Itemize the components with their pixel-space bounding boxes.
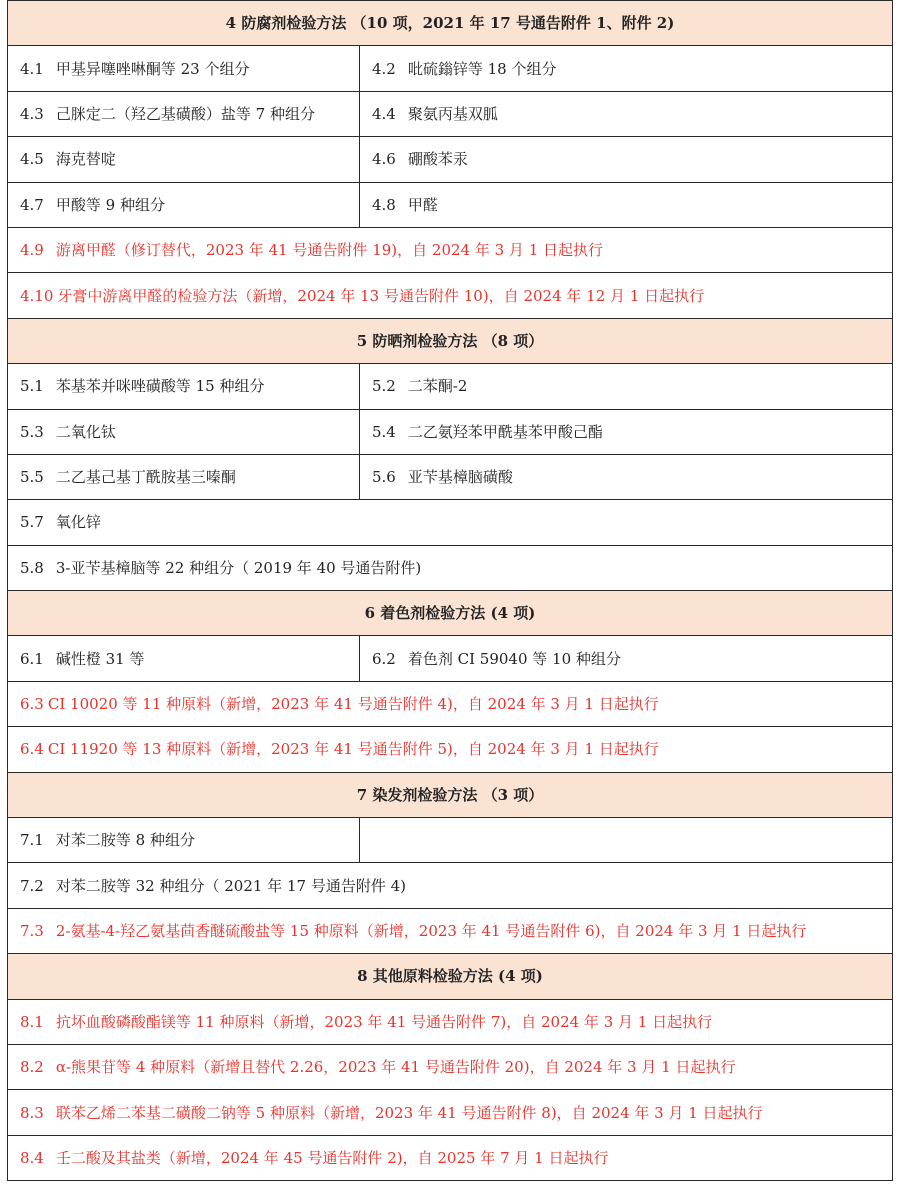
- table-cell-new-item: [8, 681, 893, 726]
- table-cell-new-item: [8, 1135, 893, 1180]
- item-text: 抗坏血酸磷酸酯镁等 11 种原料（新增，2023 年 41 号通告附件 7)，自 2024 年 3 月 1 日起执行: [55, 1012, 713, 1031]
- table-row: [8, 545, 893, 590]
- item-text: 二氧化钛: [55, 422, 116, 441]
- table-cell: [8, 182, 360, 227]
- table-cell: [8, 818, 360, 863]
- item-text: 吡硫鎓锌等 18 个组分: [407, 59, 557, 78]
- item-number: 4.7: [20, 195, 44, 214]
- item-number: 4.2: [372, 59, 396, 78]
- item-number: 5.5: [20, 468, 44, 487]
- section-title: 4 防腐剂检验方法 （10 项，2021 年 17 号通告附件 1、附件 2): [8, 1, 893, 46]
- table-cell-new-item: [8, 273, 893, 318]
- item-number: 6.2: [372, 649, 396, 668]
- item-number: 4.9: [20, 241, 44, 260]
- item-text: 对苯二胺等 8 种组分: [55, 831, 195, 850]
- table-cell: [8, 46, 360, 91]
- table-row: [8, 137, 893, 182]
- item-text: 游离甲醛（修订替代，2023 年 41 号通告附件 19)，自 2024 年 3 月 1 日起执行: [55, 241, 604, 260]
- item-number: 8.3: [20, 1103, 44, 1122]
- item-text: 对苯二胺等 32 种组分（ 2021 年 17 号通告附件 4): [55, 876, 406, 895]
- item-text: 2-氨基-4-羟乙氨基茴香醚硫酸盐等 15 种原料（新增，2023 年 41 号通告附件 6)，自 2024 年 3 月 1 日起执行: [55, 922, 807, 940]
- item-number: 5.6: [372, 468, 396, 487]
- item-text: 壬二酸及其盐类（新增，2024 年 45 号通告附件 2)，自 2025 年 7 月 1 日起执行: [55, 1148, 609, 1167]
- table-row: [8, 863, 893, 908]
- section-header-6: [8, 591, 893, 636]
- table-cell: [360, 364, 893, 409]
- item-number: 4.6: [372, 150, 396, 169]
- table-row: [8, 273, 893, 318]
- item-text: α-熊果苷等 4 种原料（新增且替代 2.26，2023 年 41 号通告附件 20)，自 2024 年 3 月 1 日起执行: [55, 1058, 736, 1077]
- table-cell-new-item: [8, 227, 893, 272]
- table-row: [8, 999, 893, 1044]
- table-row: [8, 182, 893, 227]
- section-header-5: [8, 318, 893, 363]
- section-title: 8 其他原料检验方法 (4 项): [8, 954, 893, 999]
- item-text: 二乙基己基丁酰胺基三嗪酮: [55, 468, 236, 487]
- item-text: 联苯乙烯二苯基二磺酸二钠等 5 种原料（新增，2023 年 41 号通告附件 8)，自 2024 年 3 月 1 日起执行: [55, 1103, 763, 1122]
- table-row: [8, 364, 893, 409]
- table-row: [8, 454, 893, 499]
- item-number: 8.1: [20, 1012, 44, 1031]
- item-text: CI 10020 等 11 种原料（新增，2023 年 41 号通告附件 4)，自 2024 年 3 月 1 日起执行: [47, 695, 659, 714]
- section-title: 5 防晒剂检验方法 （8 项）: [8, 318, 893, 363]
- table-cell: [360, 46, 893, 91]
- table-cell: [8, 137, 360, 182]
- item-text: CI 11920 等 13 种原料（新增，2023 年 41 号通告附件 5)，自 2024 年 3 月 1 日起执行: [47, 740, 659, 759]
- item-text: 着色剂 CI 59040 等 10 种组分: [407, 649, 621, 668]
- table-cell: [360, 636, 893, 681]
- table-row: [8, 500, 893, 545]
- item-number: 8.4: [20, 1148, 44, 1167]
- table-cell: [8, 863, 893, 908]
- table-row: [8, 409, 893, 454]
- table-row: [8, 91, 893, 136]
- table-row: [8, 46, 893, 91]
- table-cell: [360, 137, 893, 182]
- table-cell-new-item: [8, 727, 893, 772]
- table-cell: [360, 91, 893, 136]
- item-text: 甲基异噻唑啉酮等 23 个组分: [55, 59, 250, 78]
- section-header-8: [8, 954, 893, 999]
- test-methods-table: [7, 0, 893, 1181]
- table-cell-new-item: [8, 999, 893, 1044]
- table-cell: [8, 91, 360, 136]
- section-header-4: [8, 1, 893, 46]
- table-cell: [8, 409, 360, 454]
- item-number: 8.2: [20, 1058, 44, 1077]
- table-cell: [360, 409, 893, 454]
- item-number: 4.1: [20, 59, 44, 78]
- table-row: [8, 681, 893, 726]
- item-text: 聚氨丙基双胍: [407, 104, 498, 123]
- item-number: 7.3: [20, 922, 44, 940]
- item-number: 4.4: [372, 104, 396, 123]
- section-header-7: [8, 772, 893, 817]
- table-cell: [8, 545, 893, 590]
- item-text: 苯基苯并咪唑磺酸等 15 种组分: [55, 377, 265, 396]
- item-number: 5.1: [20, 377, 44, 396]
- item-number: 4.5: [20, 150, 44, 169]
- table-row: [8, 636, 893, 681]
- item-text: 亚苄基樟脑磺酸: [407, 468, 513, 487]
- item-text: 甲酸等 9 种组分: [55, 195, 165, 214]
- item-number: 7.2: [20, 876, 44, 895]
- table-row: [8, 1044, 893, 1089]
- item-number: 4.3: [20, 104, 44, 123]
- table-cell: [360, 454, 893, 499]
- item-text: 硼酸苯汞: [407, 150, 468, 169]
- table-row: [8, 1135, 893, 1180]
- item-number: 5.7: [20, 513, 44, 532]
- item-number: 6.1: [20, 649, 44, 668]
- item-number: 5.3: [20, 422, 44, 441]
- table-cell: [8, 364, 360, 409]
- item-text: 二苯酮-2: [407, 377, 468, 396]
- table-cell-new-item: [8, 1090, 893, 1135]
- item-text: 牙膏中游离甲醛的检验方法（新增，2024 年 13 号通告附件 10)，自 2024 年 12 月 1 日起执行: [57, 286, 705, 305]
- table-row: [8, 908, 893, 953]
- table-cell: [8, 636, 360, 681]
- item-number: 5.2: [372, 377, 396, 396]
- test-methods-table-container: [7, 0, 892, 1181]
- table-row: [8, 1090, 893, 1135]
- table-cell-new-item: [8, 908, 893, 953]
- table-row: [8, 727, 893, 772]
- item-number: 4.8: [372, 195, 396, 214]
- table-cell: [8, 454, 360, 499]
- item-text: 3-亚苄基樟脑等 22 种组分（ 2019 年 40 号通告附件): [55, 558, 422, 577]
- item-text: 碱性橙 31 等: [55, 649, 145, 668]
- table-cell-empty: [360, 818, 893, 863]
- table-cell: [360, 182, 893, 227]
- item-number: 5.8: [20, 558, 44, 577]
- item-text: 氧化锌: [55, 513, 101, 532]
- section-title: 7 染发剂检验方法 （3 项）: [8, 772, 893, 817]
- item-number: 5.4: [372, 422, 396, 441]
- table-row: [8, 227, 893, 272]
- item-text: 己脒定二（羟乙基磺酸）盐等 7 种组分: [55, 104, 315, 123]
- item-number: 7.1: [20, 831, 44, 850]
- table-cell-new-item: [8, 1044, 893, 1089]
- table-cell: [8, 500, 893, 545]
- section-title: 6 着色剂检验方法 (4 项): [8, 591, 893, 636]
- item-text: 甲醛: [407, 195, 438, 214]
- item-number: 6.4: [20, 740, 44, 759]
- item-number: 4.10: [20, 286, 54, 305]
- table-row: [8, 818, 893, 863]
- item-text: 二乙氨羟苯甲酰基苯甲酸己酯: [407, 422, 603, 441]
- item-text: 海克替啶: [55, 150, 116, 169]
- item-number: 6.3: [20, 695, 44, 714]
